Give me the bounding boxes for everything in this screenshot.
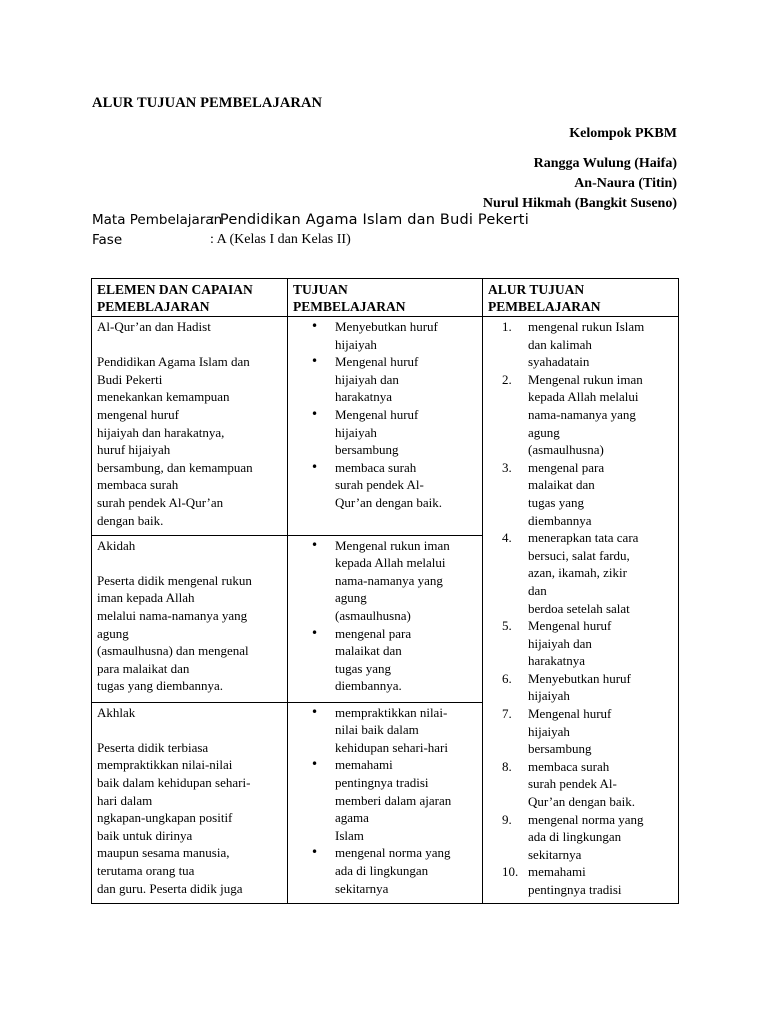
item-number: 10. [502,864,519,880]
capaian-line: mengenal huruf [97,406,179,422]
capaian-line: membaca surah [97,477,179,493]
subject-label: Mata Pembelajaran [92,212,223,228]
capaian-line: iman kepada Allah [97,590,195,606]
group-info [483,124,677,214]
capaian-line: Peserta didik mengenal rukun [97,572,252,588]
tujuan-line: (asmaulhusna) [335,607,411,623]
alur-line: bersambung [528,741,592,757]
document-meta [92,210,529,250]
list-item [502,529,673,617]
tujuan-line: • mengenal para [335,625,412,641]
capaian-line: terutama orang tua [97,863,195,879]
list-item [335,353,477,406]
list-item [335,318,477,353]
alur-line: kepada Allah melalui [528,389,639,405]
list-item [335,756,477,844]
alur-line: bersuci, salat fardu, [528,547,630,563]
tujuan-line: • Mengenal rukun iman [335,537,450,553]
tujuan-line: hijaiyah [335,336,377,352]
header-element: ELEMEN DAN CAPAIAN PEMEBLAJARAN [92,279,288,317]
list-item [502,705,673,758]
tujuan-line: nilai baik dalam [335,722,419,738]
tujuan-list [293,318,477,512]
list-item [335,406,477,459]
tujuan-line: • memahami [335,757,393,773]
tujuan-line: bersambung [335,442,399,458]
list-item [335,459,477,512]
capaian-line: surah pendek Al-Qur’an [97,494,224,510]
alur-line: dan kalimah [528,336,592,352]
phase-label: Fase [92,232,123,248]
alur-line: pentingnya tradisi [528,882,622,897]
alur-line: hijaiyah [528,723,570,739]
alur-line: membaca surah [528,758,610,774]
tujuan-line: agama [335,810,369,826]
group-member: Nurul Hikmah (Bangkit Suseno) [482,196,677,211]
tujuan-list [293,537,477,695]
capaian-line: dan guru. Peserta didik juga [97,880,243,896]
element-cell [92,317,288,536]
table-header-row [92,279,679,317]
tujuan-list [293,704,477,898]
item-number: 9. [502,811,512,827]
subject-value: : Pendidikan Agama Islam dan Budi Pekerti [210,212,529,228]
element-name: Al-Qur’an dan Hadist [97,319,211,334]
tujuan-line: • mengenal norma yang [335,845,451,861]
capaian-line: maupun sesama manusia, [97,845,230,861]
tujuan-line: • Mengenal huruf [335,406,419,422]
tujuan-cell [288,317,483,536]
list-item [502,318,673,371]
alur-line: ada di lingkungan [528,829,622,845]
group-member: An-Naura (Titin) [574,176,677,191]
document-title: ALUR TUJUAN PEMBELAJARAN [92,95,323,111]
alur-line: mengenal rukun Islam [528,319,645,334]
element-cell [92,535,288,702]
list-item [335,537,477,625]
alur-line: berdoa setelah salat [528,600,630,616]
element-name: Akidah [97,537,136,553]
alur-line: Qur’an dengan baik. [528,794,635,810]
alur-line: malaikat dan [528,477,595,493]
item-number: 3. [502,459,512,475]
item-number: 8. [502,758,512,774]
alur-list [488,318,673,899]
alur-line: (asmaulhusna) [528,442,604,458]
tujuan-line: pentingnya tradisi [335,775,429,791]
capaian-line: para malaikat dan [97,660,190,676]
item-number: 5. [502,618,512,634]
alur-line: Mengenal huruf [528,618,612,634]
alur-line: azan, ikamah, zikir [528,565,627,581]
alur-line: hijaiyah [528,688,570,704]
list-item [335,704,477,757]
item-number: 1. [502,319,512,334]
capaian-line: dengan baik. [97,512,164,528]
tujuan-line: ada di lingkungan [335,863,429,879]
list-item [335,625,477,695]
capaian-line: Pendidikan Agama Islam dan [97,354,250,370]
tujuan-line: nama-namanya yang [335,572,443,588]
tujuan-line: hijaiyah dan [335,371,399,387]
alur-line: Mengenal huruf [528,706,612,722]
list-item [335,844,477,897]
header-tujuan: TUJUAN PEMBELAJARAN [288,279,483,317]
list-item [502,617,673,670]
element-cell [92,702,288,903]
alur-line: syahadatain [528,354,590,370]
list-item [502,670,673,705]
capaian-line: tugas yang diembannya. [97,678,223,694]
alur-line: surah pendek Al- [528,776,617,792]
tujuan-line: hijaiyah [335,424,377,440]
list-item [502,863,673,898]
capaian-line: (asmaulhusna) dan mengenal [97,643,249,659]
tujuan-line: kehidupan sehari-hari [335,739,448,755]
capaian-line: huruf hijaiyah [97,442,171,458]
capaian-line: baik dalam kehidupan sehari- [97,775,251,791]
alur-cell [483,317,679,904]
capaian-line: bersambung, dan kemampuan [97,459,253,475]
alur-line: dan [528,582,547,598]
alur-line: sekitarnya [528,846,582,862]
capaian-line: hijaiyah dan harakatnya, [97,424,225,440]
tujuan-line: Qur’an dengan baik. [335,494,442,510]
tujuan-line: • Menyebutkan huruf [335,319,438,334]
tujuan-line: malaikat dan [335,643,402,659]
alur-line: agung [528,424,560,440]
table-row [92,317,679,536]
phase-value: : A (Kelas I dan Kelas II) [210,232,351,247]
tujuan-line: harakatnya [335,389,393,405]
list-item [502,459,673,529]
header-alur: ALUR TUJUAN PEMBELAJARAN [483,279,679,317]
item-number: 4. [502,530,512,546]
tujuan-line: diembannya. [335,678,402,694]
list-item [502,758,673,811]
alur-line: mengenal norma yang [528,811,644,827]
capaian-line: mempraktikkan nilai-nilai [97,757,233,773]
alur-line: diembannya [528,512,592,528]
alur-line: nama-namanya yang [528,406,636,422]
tujuan-line: sekitarnya [335,880,389,896]
capaian-line: baik untuk dirinya [97,827,193,843]
tujuan-line: • Mengenal huruf [335,354,419,370]
group-member: Rangga Wulung (Haifa) [533,156,677,171]
tujuan-line: tugas yang [335,660,391,676]
alur-line: memahami [528,864,586,880]
capaian-line: menekankan kemampuan [97,389,230,405]
tujuan-line: Islam [335,827,364,843]
element-name: Akhlak [97,704,136,720]
capaian-line: Peserta didik terbiasa [97,739,209,755]
item-number: 7. [502,706,512,722]
alur-line: mengenal para [528,459,605,475]
tujuan-line: • mempraktikkan nilai- [335,704,448,720]
tujuan-line: agung [335,590,367,606]
alur-line: tugas yang [528,494,584,510]
alur-line: Menyebutkan huruf [528,670,631,686]
tujuan-line: kepada Allah melalui [335,555,446,571]
tujuan-line: surah pendek Al- [335,477,424,493]
capaian-line: agung [97,625,129,641]
capaian-line: hari dalam [97,792,153,808]
learning-objectives-table [91,278,679,904]
alur-line: hijaiyah dan [528,635,592,651]
alur-line: harakatnya [528,653,586,669]
capaian-line: melalui nama-namanya yang [97,607,248,623]
alur-line: Mengenal rukun iman [528,371,643,387]
group-name: Kelompok PKBM [569,126,677,141]
tujuan-cell [288,535,483,702]
tujuan-line: memberi dalam ajaran [335,792,452,808]
list-item [502,811,673,864]
item-number: 6. [502,670,512,686]
tujuan-cell [288,702,483,903]
capaian-line: Budi Pekerti [97,371,163,387]
list-item [502,371,673,459]
alur-line: menerapkan tata cara [528,530,639,546]
tujuan-line: • membaca surah [335,459,417,475]
item-number: 2. [502,371,512,387]
capaian-line: ngkapan-ungkapan positif [97,810,233,826]
